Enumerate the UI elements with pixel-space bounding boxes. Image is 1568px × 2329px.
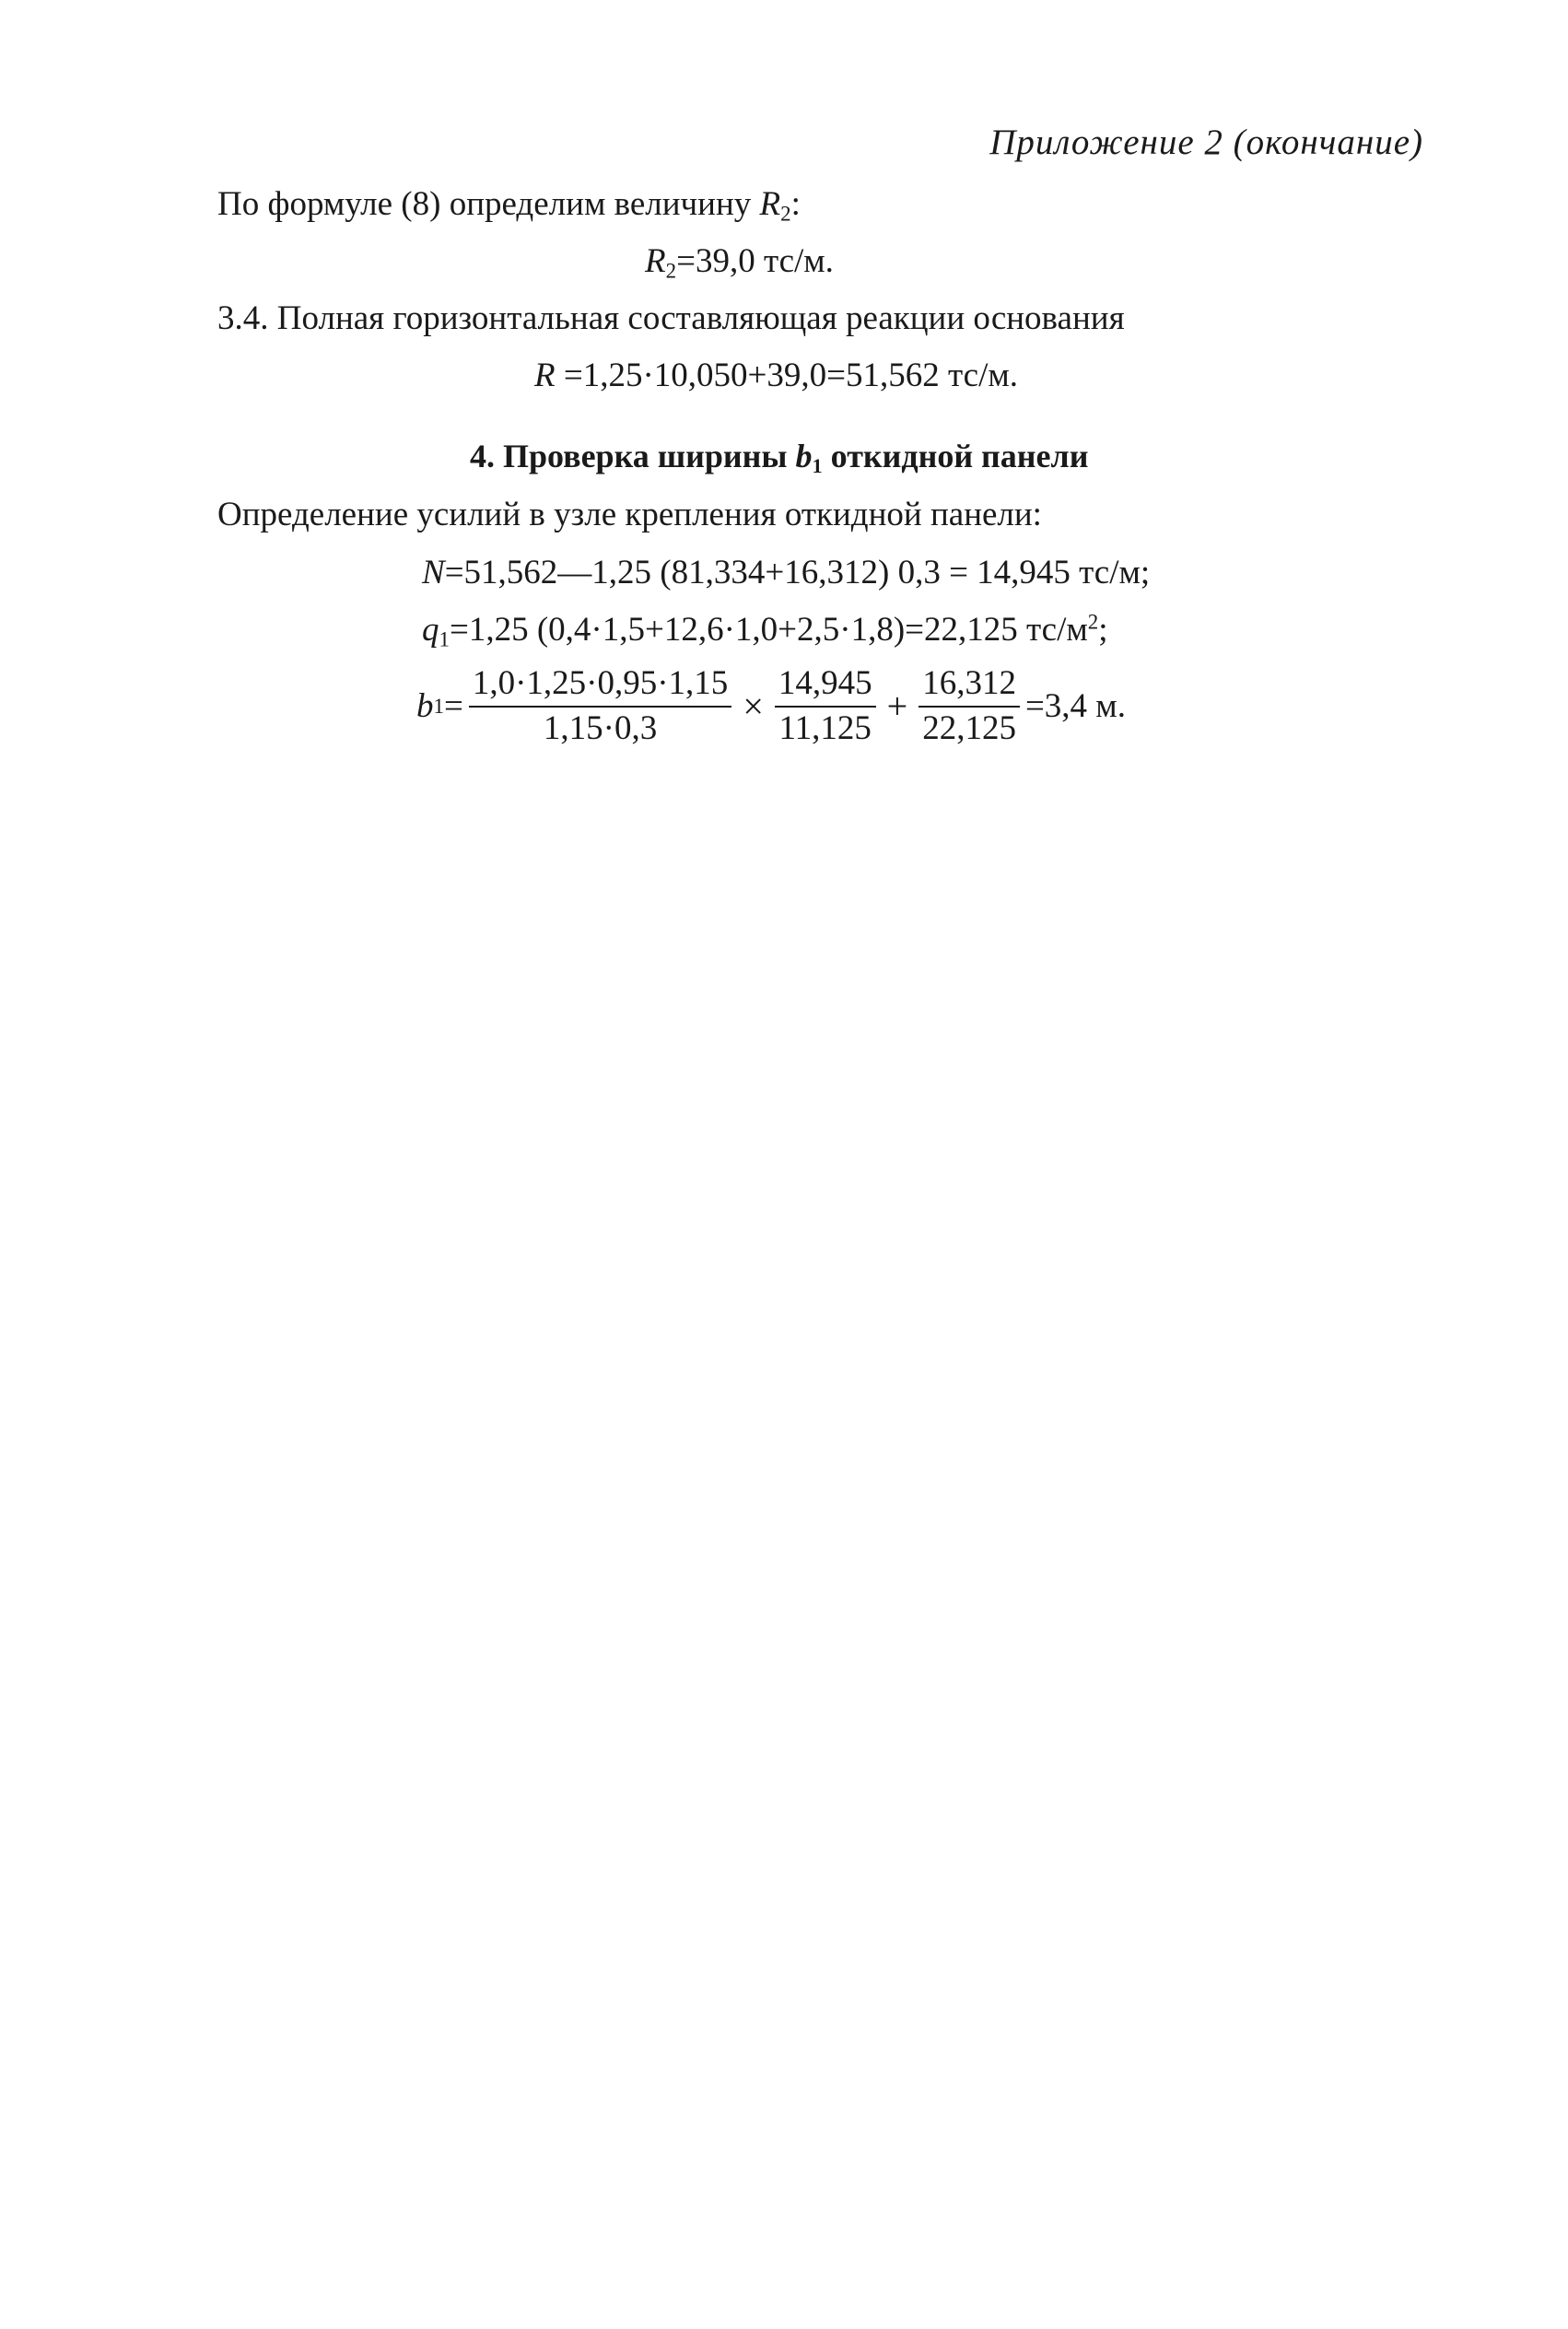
- paragraph-r2-suffix: :: [790, 185, 801, 223]
- formula-q1-subscript: 1: [439, 627, 450, 651]
- fraction-3-denominator: 22,125: [922, 708, 1016, 747]
- formula-b1-result: =3,4 м.: [1024, 687, 1126, 726]
- fraction-2-denominator: 11,125: [778, 708, 872, 747]
- fraction-2: [775, 665, 876, 747]
- section-4-heading: [470, 437, 1088, 476]
- formula-r-expression: =1,25·10,050+39,0=51,562 тс/м.: [555, 357, 1019, 394]
- formula-r-symbol: R: [534, 357, 556, 394]
- formula-n-symbol: N: [422, 554, 445, 591]
- fraction-1-numerator: 1,0·1,25·0,95·1,15: [469, 665, 731, 708]
- formula-n: [422, 553, 1150, 593]
- formula-b1-symbol: b: [416, 687, 434, 726]
- formula-b1-eq: =: [443, 687, 463, 726]
- formula-r2-symbol: R: [645, 242, 666, 280]
- formula-r2: [645, 241, 834, 282]
- symbol-r2-subscript: 2: [780, 202, 791, 226]
- section-4-suffix: откидной панели: [822, 438, 1089, 474]
- formula-q1-symbol: q: [422, 611, 439, 649]
- formula-r: [534, 356, 1018, 396]
- fraction-3-numerator: 16,312: [919, 665, 1020, 708]
- section-4-prefix: 4. Проверка ширины: [470, 438, 796, 474]
- paragraph-3-4: 3.4. Полная горизонтальная составляющая реакции основания: [217, 299, 1125, 337]
- times-operator: ×: [743, 685, 764, 728]
- formula-b1: b 1 = $\frac{1,0\cdot 1,25\cdot 0,95\cdot 1,15}{1,15\cdot 0,3}$ × $\frac{14,945}{11,125}$ + $\frac{16,312}{22,125}$ =3,4 м.: [416, 664, 1126, 747]
- paragraph-r2-intro: [217, 184, 801, 225]
- formula-q1: [422, 610, 1108, 650]
- formula-r2-subscript: 2: [665, 259, 677, 283]
- symbol-r2: R: [759, 185, 781, 223]
- section-4-symbol: b: [795, 438, 813, 474]
- formula-n-expression: =51,562—1,25 (81,334+16,312) 0,3 = 14,945 тс/м;: [444, 554, 1151, 591]
- section-4-subscript: 1: [812, 454, 823, 478]
- formula-q1-unit-superscript: 2: [1087, 610, 1099, 634]
- paragraph-r2-prefix: По формуле (8) определим величину: [217, 185, 760, 223]
- fraction-3: [919, 665, 1020, 747]
- appendix-note: Приложение 2 (окончание): [989, 123, 1423, 162]
- formula-r2-expression: =39,0 тс/м.: [676, 242, 834, 280]
- formula-q1-end: ;: [1098, 611, 1108, 649]
- plus-operator: +: [886, 685, 908, 728]
- fraction-2-numerator: 14,945: [775, 665, 876, 708]
- paragraph-efforts: Определение усилий в узле крепления откидной панели:: [217, 496, 1042, 533]
- fraction-1: [469, 665, 731, 747]
- fraction-1-denominator: 1,15·0,3: [543, 708, 658, 747]
- formula-q1-expression: =1,25 (0,4·1,5+12,6·1,0+2,5·1,8)=22,125 тс/м: [449, 611, 1088, 649]
